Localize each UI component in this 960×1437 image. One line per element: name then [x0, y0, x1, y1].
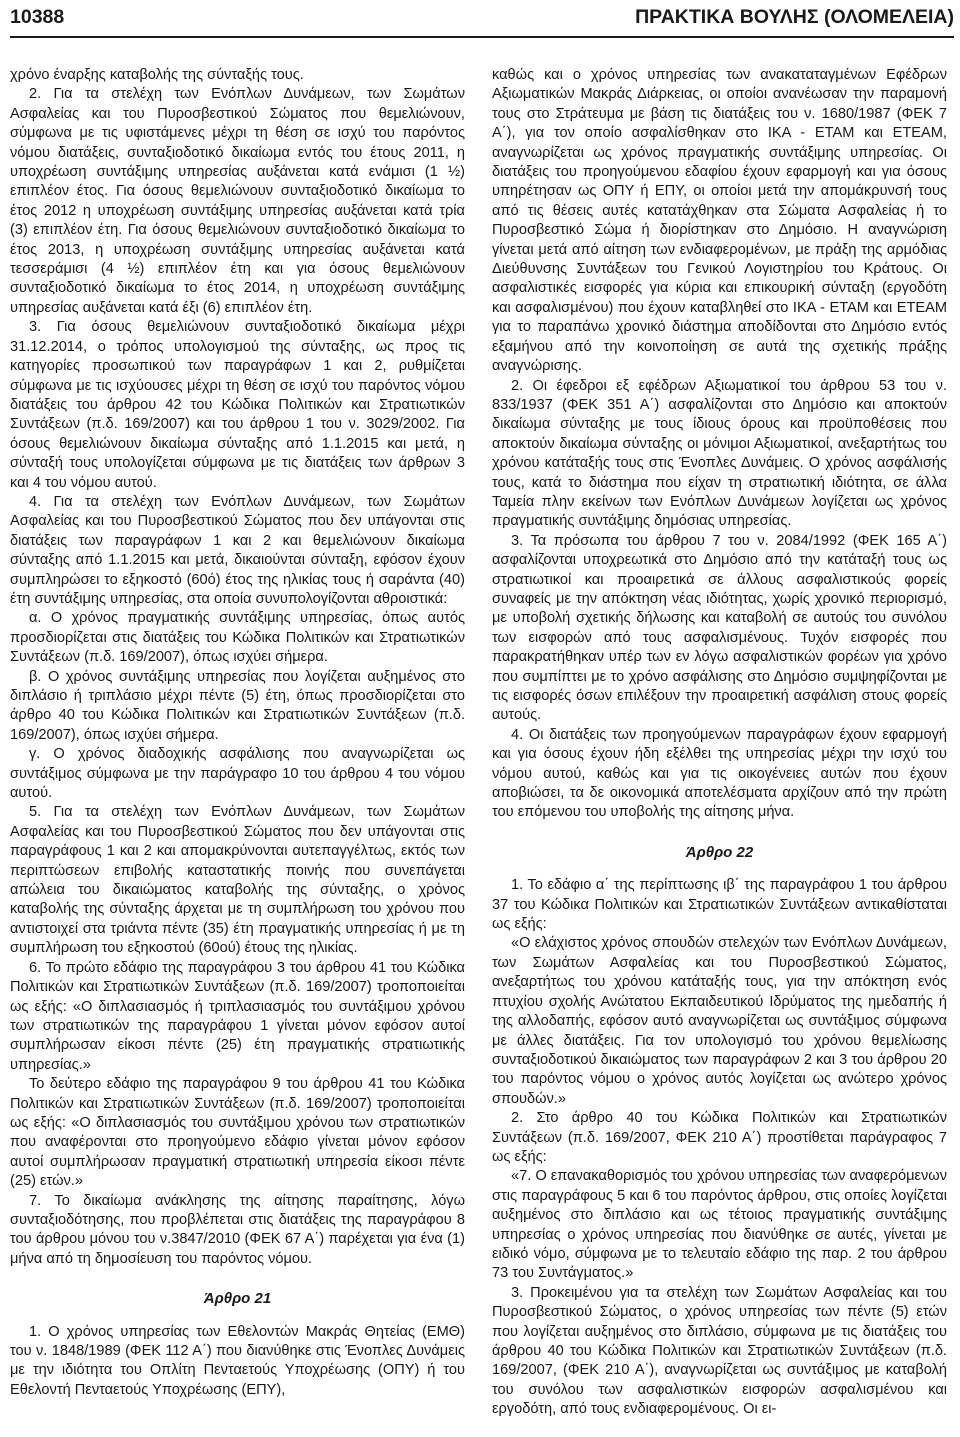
spacer	[492, 862, 947, 876]
left-column	[10, 66, 465, 1434]
spacer	[492, 823, 947, 843]
paragraph: 4. Οι διατάξεις των προηγούμενων παραγράφων έχουν εφαρμογή και για όσους έχουν ήδη εξέλθει της υπηρεσίας μέχρι την ισχύ του νόμου αυτού, καθώς και για τις οικογένειες αυτών που έχουν αποβιώσει, τα δε οικονομικά αποτελέσματα αρχίζουν από την πρώτη του επόμενου του υποβολής της αίτησης μήνα.	[492, 726, 947, 821]
paragraph: 2. Για τα στελέχη των Ενόπλων Δυνάμεων, των Σωμάτων Ασφαλείας και του Πυροσβεστικού Σώματος που θεμελιώνουν, σύμφωνα με τις υφιστάμενες μέχρι τη θέση σε ισχύ του παρόντος νόμου διατάξεις, συνταξιοδοτικό δικαίωμα εντός του έτους 2011, η υποχρέωση συντάξιμης υπηρεσίας αυξάνεται κατά ενάμισι (1 ½) επιπλέον έτος. Για όσους θεμελιώνουν συνταξιοδοτικό δικαίωμα το έτος 2012 η υποχρέωση συντάξιμης υπηρεσίας αυξάνεται κατά τρία (3) επιπλέον έτη. Για όσους θεμελιώνουν συνταξιοδοτικό δικαίωμα το έτος 2013, η υποχρέωση συντάξιμης υπηρεσίας αυξάνεται κατά τεσσεράμισι (4 ½) επιπλέον έτη και για όσους θεμελιώνουν συνταξιοδοτικό δικαίωμα το έτος 2014, η υποχρέωση συντάξιμης υπηρεσίας αυξάνεται κατά έξι (6) επιπλέον έτη.	[10, 86, 465, 316]
paragraph: 7. Το δικαίωμα ανάκλησης της αίτησης παραίτησης, λόγω συνταξιοδότησης, που προβλέπεται στις διατάξεις της παραγράφου 8 του άρθρου μόνου του ν.3847/2010 (ΦΕΚ 67 Α΄) παρέχεται για ένα (1) μήνα από τη δημοσίευση του παρόντος νόμου.	[10, 1192, 465, 1267]
paragraph: α. Ο χρόνος πραγματικής συντάξιμης υπηρεσίας, όπως αυτός προσδιορίζεται στις διατάξεις του Κώδικα Πολιτικών και Στρατιωτικών Συντάξεων (π.δ. 169/2007), όπως ισχύει σήμερα.	[10, 610, 465, 666]
article-heading: Άρθρο 21	[203, 1290, 272, 1308]
paragraph: 5. Για τα στελέχη των Ενόπλων Δυνάμεων, των Σωμάτων Ασφαλείας και του Πυροσβεστικού Σώματος που δεν υπάγονται στις παραγράφους 1 και 2 και απομακρύνονται αυτεπαγγέλτως, εκτός των περιπτώσεων επιβολής καταστατικής ποινής που συνεπάγεται απώλεια του δικαιώματος καταβολής της σύνταξης, ο χρόνος καταβολής της σύνταξης άρχεται με τη συμπλήρωση του χρόνου που αντιστοιχεί στα τριάντα πέντε (35) έτη πραγματικής υπηρεσίας ή με τη συμπλήρωση του εξηκοστού (60ού) έτους της ηλικίας.	[10, 804, 465, 957]
paragraph: 3. Για όσους θεμελιώνουν συνταξιοδοτικό δικαίωμα μέχρι 31.12.2014, ο τρόπος υπολογισμού της σύνταξης, ως προς τις κατηγορίες προσωπικού των παραγράφων 1 και 2, ρυθμίζεται σύμφωνα με τις ισχύουσες μέχρι τη θέση σε ισχύ του παρόντος νόμου διατάξεις του άρθρου 42 του Κώδικα Πολιτικών και Στρατιωτικών Συντάξεων (π.δ. 169/2007) και του άρθρου 1 του ν. 3029/2002. Για όσους θεμελιώνουν δικαίωμα σύνταξης από 1.1.2015 και μετά, η σύνταξή τους υπολογίζεται σύμφωνα με τις διατάξεις των άρθρων 3 και 4 του νόμου αυτού.	[10, 319, 465, 491]
paragraph: «7. Ο επανακαθορισμός του χρόνου υπηρεσίας των αναφερόμενων στις παραγράφους 5 και 6 του παρόντος άρθρου, στις οποίες λογίζεται αυξημένος στο διπλάσιο και ως τέτοιος πραγματικής συντάξιμης υπηρεσίας ο χρόνος υπηρεσίας που διανύθηκε σε αυτές, γίνεται με ειδικό νόμο, σύμφωνα με το τελευταίο εδάφιο της παρ. 2 του άρθρου 73 του Συντάγματος.»	[492, 1168, 947, 1282]
paragraph: 2. Στο άρθρο 40 του Κώδικα Πολιτικών και Στρατιωτικών Συντάξεων (π.δ. 169/2007, ΦΕΚ 210 Α΄) προστίθεται παράγραφος 7 ως εξής:	[492, 1110, 947, 1165]
page-header	[10, 0, 954, 34]
spacer	[10, 1309, 465, 1323]
paragraph: 1. Το εδάφιο α΄ της περίπτωσης ιβ΄ της παραγράφου 1 του άρθρου 37 του Κώδικα Πολιτικών και Στρατιωτικών Συντάξεων αντικαθίσταται ως εξής:	[492, 877, 947, 933]
spacer	[10, 1269, 465, 1289]
paragraph: 1. Ο χρόνος υπηρεσίας των Εθελοντών Μακράς Θητείας (ΕΜΘ) του ν. 1848/1989 (ΦΕΚ 112 Α΄) που διανύθηκε στις Ένοπλες Δυνάμεις με την ιδιότητα του Οπλίτη Πενταετούς Υποχρέωσης (ΟΠΥ) ή του Εθελοντή Πενταετούς Υποχρέωσης (ΕΠΥ),	[10, 1323, 465, 1398]
paragraph: «Ο ελάχιστος χρόνος σπουδών στελεχών των Ενόπλων Δυνάμεων, των Σωμάτων Ασφαλείας και του Πυροσβεστικού Σώματος, ανεξαρτήτως του χρόνου κατάταξής τους, για την απόκτηση ενός πτυχίου σχολής Ανώτατου Εκπαιδευτικού Ιδρύματος της ημεδαπής ή της αλλοδαπής, εφόσον αυτό αναγνωρίζεται ως συντάξιμος σύμφωνα με άλλες διατάξεις. Για τον υπολογισμό του χρόνου θεμελίωσης συνταξιοδοτικού δικαιώματος των παραγράφων 2 και 3 του άρθρου 20 του παρόντος νόμου ο χρόνος αυτός λογίζεται ως ανώτερο χρόνος σπουδών.»	[492, 935, 947, 1107]
paragraph: 3. Τα πρόσωπα του άρθρου 7 του ν. 2084/1992 (ΦΕΚ 165 Α΄) ασφαλίζονται υποχρεωτικά στο Δημόσιο από την κατάταξή τους ως στρατιωτικοί και προαιρετικά σε άλλους ασφαλιστικούς φορείς συναφείς με την απόκτηση νέας ιδιότητας, χωρίς χρονικό περιορισμό, με υποβολή σχετικής δήλωσης και καταβολή σε αυτούς του συνόλου των εισφορών από τους ασφαλισμένους. Τυχόν εισφορές που παρακρατήθηκαν υπέρ των εν λόγω ασφαλιστικών φορέων για χρόνο που συμπίπτει με το χρόνο ασφάλισης στο Δημόσιο συμψηφίζονται με τις εισφορές όσων επιλέξουν την προαιρετική ασφάλιση στους φορείς αυτούς.	[492, 532, 947, 724]
header-divider	[10, 36, 954, 38]
paragraph: χρόνο έναρξης καταβολής της σύνταξής τους.	[10, 67, 304, 83]
paragraph: γ. Ο χρόνος διαδοχικής ασφάλισης που αναγνωρίζεται ως συντάξιμος σύμφωνα με την παράγραφο 10 του άρθρου 4 του νόμου αυτού.	[10, 746, 465, 802]
right-column	[492, 66, 947, 1434]
publication-title: ΠΡΑΚΤΙΚΑ ΒΟΥΛΗΣ (ΟΛΟΜΕΛΕΙΑ)	[635, 5, 954, 28]
page-number: 10388	[10, 5, 65, 28]
paragraph: 2. Οι έφεδροι εξ εφέδρων Αξιωματικοί του άρθρου 53 του ν. 833/1937 (ΦΕΚ 351 Α΄) ασφαλίζονται στο Δημόσιο και αποκτούν δικαίωμα σύνταξης με τους ίδιους όρους και προϋποθέσεις που αποκτούν δικαίωμα σύνταξης οι μόνιμοι Αξιωματικοί, ανεξαρτήτως του χρόνου κατάταξής τους στις Ένοπλες Δυνάμεις. Ο χρόνος ασφάλισής τους, κατά το διάστημα που είχαν τη στρατιωτική ιδιότητα, σε άλλα Ταμεία πλην εκείνων των Ενόπλων Δυνάμεων λογίζεται ως χρόνος πραγματικής συντάξιμης δημόσιας υπηρεσίας.	[492, 377, 947, 530]
paragraph: 6. Το πρώτο εδάφιο της παραγράφου 3 του άρθρου 41 του Κώδικα Πολιτικών και Στρατιωτικών Συντάξεων (π.δ. 169/2007) τροποποιείται ως εξής: «Ο διπλασιασμός ή τριπλασιασμός του συντάξιμου χρόνου των στρατιωτικών της παραγράφου 1 γίνεται μόνον εφόσον αυτοί συμπλήρωσαν είκοσι πέντε (25) έτη πραγματικής στρατιωτικής υπηρεσίας.»	[10, 959, 465, 1073]
paragraph: Το δεύτερο εδάφιο της παραγράφου 9 του άρθρου 41 του Κώδικα Πολιτικών και Στρατιωτικών Συντάξεων (π.δ. 169/2007) τροποποιείται ως εξής: «Ο διπλασιασμός του συντάξιμου χρόνου των στρατιωτικών που αναφέρονται στο προηγούμενο εδάφιο γίνεται μόνον εφόσον αυτοί συμπλήρωσαν πραγματική στρατιωτική υπηρεσία είκοσι πέντε (25) ετών.»	[10, 1076, 465, 1190]
paragraph: 4. Για τα στελέχη των Ενόπλων Δυνάμεων, των Σωμάτων Ασφαλείας και του Πυροσβεστικού Σώματος που δεν υπάγονται στις διατάξεις των παραγράφων 1 και 2 και θεμελιώνουν δικαίωμα σύνταξης από 1.1.2015 και μετά, δικαιούνται σύνταξη, εφόσον έχουν συμπληρώσει το εξηκοστό (60ό) έτος της ηλικίας τους ή σαράντα (40) έτη συντάξιμης υπηρεσίας, στα οποία συνυπολογίζονται αθροιστικά:	[10, 493, 465, 607]
article-heading: Άρθρο 22	[685, 843, 754, 861]
paragraph: β. Ο χρόνος συντάξιμης υπηρεσίας που λογίζεται αυξημένος στο διπλάσιο ή τριπλάσιο μέχρι πέντε (5) έτη, όπως προσδιορίζεται στο άρθρο 40 του Κώδικα Πολιτικών και Στρατιωτικών Συντάξεων (π.δ. 169/2007), όπως ισχύει σήμερα.	[10, 668, 465, 743]
paragraph: 3. Προκειμένου για τα στελέχη των Σωμάτων Ασφαλείας και του Πυροσβεστικού Σώματος, ο χρόνος υπηρεσίας των πέντε (5) ετών που λογίζεται αυξημένος στο διπλάσιο, σύμφωνα με τις διατάξεις του άρθρου 40 του Κώδικα Πολιτικών και Στρατιωτικών Συντάξεων (π.δ. 169/2007, (ΦΕΚ 210 Α΄), αναγνωρίζεται ως συντάξιμος με καταβολή του συνόλου των ασφαλιστικών εισφορών ασφαλισμένου και εργοδότη, από τους ενδιαφερομένους. Οι ει-	[492, 1284, 947, 1418]
paragraph: καθώς και ο χρόνος υπηρεσίας των ανακαταταγμένων Εφέδρων Αξιωματικών Μακράς Διάρκειας, οι οποίοι ανανέωσαν την παραμονή τους στο Στράτευμα με βάση τις διατάξεις του ν. 1680/1987 (ΦΕΚ 7 Α΄), για τον οποίο ασφαλίσθηκαν στο ΙΚΑ - ΕΤΑΜ και ΕΤΕΑΜ, αναγνωρίζεται ως χρόνος πραγματικής συντάξιμης υπηρεσίας. Οι διατάξεις του προηγούμενου εδαφίου έχουν εφαρμογή και για όσους υπηρέτησαν ως ΟΠΥ ή ΕΠΥ, οι οποίοι μετά την απομάκρυνσή τους από τις θέσεις αυτές κατατάχθηκαν στα Σώματα Ασφαλείας ή το Πυροσβεστικό Σώμα ή διορίστηκαν στο Δημόσιο. Η αναγνώριση γίνεται μετά από αίτηση των ενδιαφερομένων, με πράξη της αρμόδιας Διεύθυνσης Συντάξεων του Γενικού Λογιστηρίου του Κράτους. Οι ασφαλιστικές εισφορές για κύρια και επικουρική σύνταξη (εργοδότη και ασφαλισμένου) που έχουν καταβληθεί στο ΙΚΑ - ΕΤΑΜ και ΕΤΕΑΜ για το παραπάνω χρονικό διάστημα αποδίδονται στο Δημόσιο εντός εξαμήνου από την κοινοποίηση σε αυτά της σχετικής πράξης αναγνώρισης.	[492, 67, 947, 375]
